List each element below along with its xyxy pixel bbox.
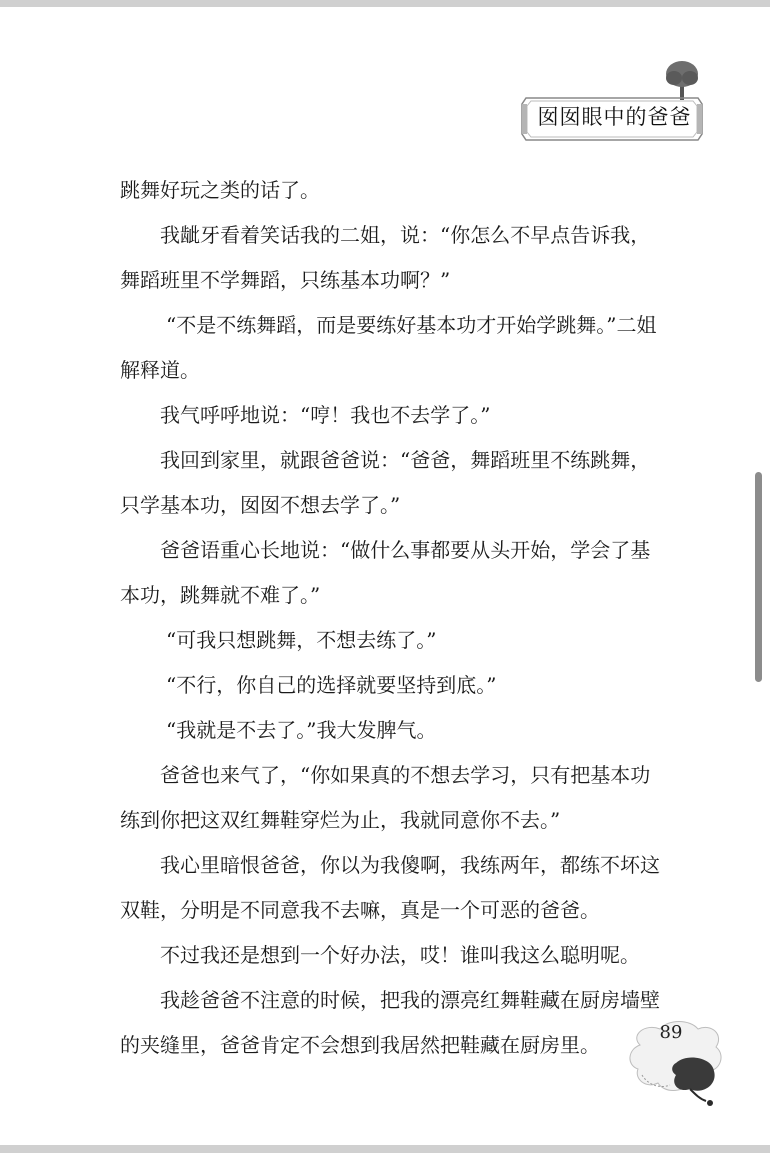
paragraph: 我气呼呼地说：“哼！我也不去学了。”: [160, 403, 491, 427]
paragraph: 我趁爸爸不注意的时候，把我的漂亮红舞鞋藏在厨房墙壁的夹缝里，爸爸肯定不会想到我居然把鞋藏在厨房里。: [120, 988, 660, 1057]
paragraph: 爸爸也来气了，“你如果真的不想去学习，只有把基本功练到你把这双红舞鞋穿烂为止，我就同意你不去。”: [120, 763, 651, 832]
paragraph: “我就是不去了。”我大发脾气。: [166, 718, 437, 742]
paragraph: 跳舞好玩之类的话了。: [120, 178, 320, 202]
scrollbar-thumb[interactable]: [755, 472, 762, 682]
paragraph: “不行，你自己的选择就要坚持到底。”: [166, 673, 497, 697]
page-body: [120, 168, 660, 1068]
paragraph: 不过我还是想到一个好办法，哎！谁叫我这么聪明呢。: [160, 943, 640, 967]
top-border-band: [0, 0, 770, 7]
bottom-border-band: [0, 1145, 770, 1153]
paragraph: 爸爸语重心长地说：“做什么事都要从头开始，学会了基本功，跳舞就不难了。”: [120, 538, 651, 607]
paragraph: 我心里暗恨爸爸，你以为我傻啊，我练两年，都练不坏这双鞋，分明是不同意我不去嘛，真是一个可恶的爸爸。: [120, 853, 660, 922]
paragraph: 我龇牙看着笑话我的二姐，说：“你怎么不早点告诉我，舞蹈班里不学舞蹈，只练基本功啊？”: [120, 223, 651, 292]
running-header-title: 囡囡眼中的爸爸: [537, 105, 692, 129]
page-number: 89: [659, 1022, 683, 1043]
paragraph: “可我只想跳舞，不想去练了。”: [166, 628, 437, 652]
tree-icon: [666, 61, 698, 100]
paragraph: 我回到家里，就跟爸爸说：“爸爸，舞蹈班里不练跳舞，只学基本功，囡囡不想去学了。”: [120, 448, 651, 517]
paragraph: “不是不练舞蹈，而是要练好基本功才开始学跳舞。”二姐解释道。: [120, 313, 657, 382]
